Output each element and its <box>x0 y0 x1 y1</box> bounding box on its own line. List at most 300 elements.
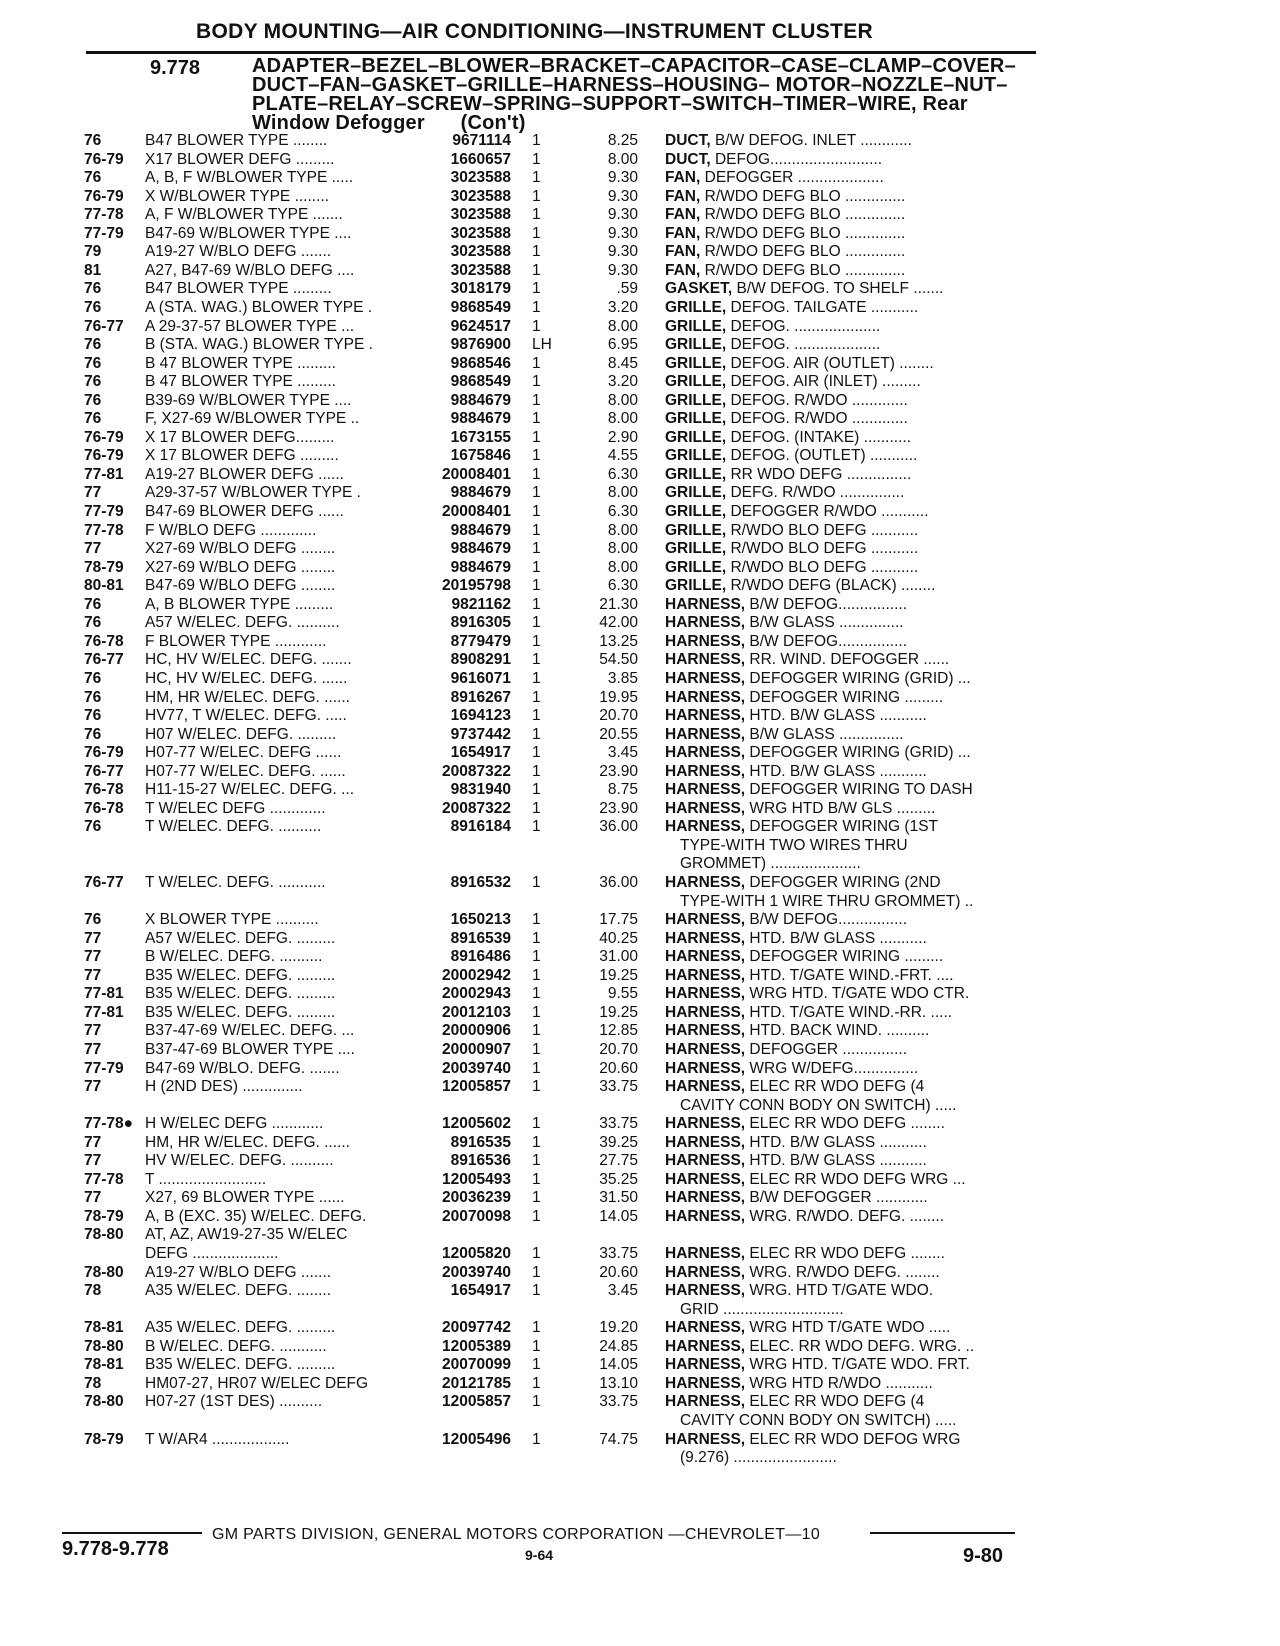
table-row <box>0 225 1280 245</box>
row-description <box>665 503 1037 521</box>
row-price: 12.85 <box>599 1022 638 1040</box>
row-part-name: FAN, <box>665 206 701 224</box>
row-year: 77-78 <box>84 206 124 224</box>
row-year: 77-81 <box>84 465 124 483</box>
row-description-text: ELEC RR WDO DEFG (4 <box>745 1393 925 1411</box>
row-description <box>665 262 1037 280</box>
row-price: 13.25 <box>599 632 638 650</box>
row-part-name: GRILLE, <box>665 503 727 520</box>
row-year: 77 <box>84 929 102 947</box>
row-part-name: HARNESS, <box>665 725 746 743</box>
row-description <box>665 280 1037 298</box>
row-description <box>665 169 1037 187</box>
row-description-text: DEFOG. .................... <box>726 317 881 335</box>
row-description <box>665 1134 1037 1152</box>
row-price: 8.00 <box>607 521 638 539</box>
row-model: B 47 BLOWER TYPE ......... <box>145 373 336 391</box>
row-model: T ......................... <box>145 1170 267 1188</box>
row-price: 3.45 <box>607 744 638 762</box>
table-row <box>0 540 1280 560</box>
row-price: 20.70 <box>599 1040 638 1058</box>
table-row <box>0 1041 1280 1061</box>
row-quantity: 1 <box>532 354 541 372</box>
row-part-number: 20008401 <box>442 465 511 483</box>
row-year: 78-79 <box>84 1430 124 1448</box>
row-part-number: 3023588 <box>450 243 511 261</box>
table-row <box>0 614 1280 634</box>
row-description <box>665 633 1037 651</box>
row-quantity: 1 <box>532 669 541 687</box>
row-model: A35 W/ELEC. DEFG. ........ <box>145 1282 332 1300</box>
row-description-text: B/W DEFOG. TO SHELF ....... <box>732 280 944 298</box>
table-row <box>0 930 1280 950</box>
row-description <box>665 1282 1037 1300</box>
row-year: 76 <box>84 688 102 706</box>
row-model: HV77, T W/ELEC. DEFG. ..... <box>145 707 347 725</box>
row-description-text: WRG W/DEFG............... <box>745 1059 919 1077</box>
row-description-text: DEFOGGER WIRING (GRID) ... <box>745 669 971 687</box>
row-description <box>665 429 1037 447</box>
row-price: 6.30 <box>607 577 638 595</box>
row-model: H W/ELEC DEFG ............ <box>145 1115 324 1133</box>
row-model: T W/ELEC DEFG ............. <box>145 799 326 817</box>
table-row <box>0 484 1280 504</box>
table-row <box>0 447 1280 467</box>
table-row <box>0 837 1280 857</box>
row-description <box>665 985 1037 1003</box>
row-model: A57 W/ELEC. DEFG. .......... <box>145 614 340 632</box>
row-model: H07 W/ELEC. DEFG. ......... <box>145 725 337 743</box>
table-row <box>0 800 1280 820</box>
row-quantity: 1 <box>532 558 541 576</box>
row-quantity: 1 <box>532 132 541 149</box>
row-description <box>665 1208 1037 1226</box>
row-part-name: HARNESS, <box>665 966 746 984</box>
row-part-number: 3023588 <box>450 206 511 224</box>
table-row <box>0 318 1280 338</box>
row-description-text: DEFOG.......................... <box>710 150 883 168</box>
row-model: T W/AR4 .................. <box>145 1430 290 1448</box>
row-description <box>665 1393 1037 1411</box>
row-description <box>665 132 1037 150</box>
footer-range: 9.778-9.778 <box>62 1538 169 1560</box>
table-row <box>0 763 1280 783</box>
row-description <box>665 911 1037 929</box>
row-part-name: HARNESS, <box>665 762 746 780</box>
row-quantity: 1 <box>532 1152 541 1170</box>
row-part-name: HARNESS, <box>665 1393 746 1411</box>
footer-date-code: 9-80 <box>963 1545 1004 1567</box>
row-year: 77-78● <box>84 1115 134 1133</box>
row-description <box>665 651 1037 669</box>
row-description <box>665 1338 1037 1356</box>
table-row <box>0 1208 1280 1228</box>
row-description <box>665 206 1037 224</box>
row-year: 77-79 <box>84 1059 124 1077</box>
row-quantity: 1 <box>532 1263 541 1281</box>
table-row <box>0 670 1280 690</box>
row-model: B39-69 W/BLOWER TYPE .... <box>145 391 352 409</box>
row-part-name: GRILLE, <box>665 540 727 558</box>
row-part-name: GRILLE, <box>665 391 727 409</box>
row-description <box>665 874 1037 892</box>
row-part-number: 3018179 <box>450 280 511 298</box>
row-description <box>665 948 1037 966</box>
table-row <box>0 781 1280 801</box>
row-quantity: 1 <box>532 391 541 409</box>
row-quantity: 1 <box>532 762 541 780</box>
row-model: X 17 BLOWER DEFG......... <box>145 428 335 446</box>
row-quantity: 1 <box>532 410 541 428</box>
row-description-continued: CAVITY CONN BODY ON SWITCH) ..... <box>680 1096 957 1114</box>
row-price: 31.50 <box>599 1189 638 1207</box>
table-row <box>0 1301 1280 1321</box>
row-quantity: 1 <box>532 150 541 168</box>
table-row <box>0 132 1280 152</box>
row-description <box>665 243 1037 261</box>
row-year: 76 <box>84 595 102 613</box>
row-quantity: 1 <box>532 799 541 817</box>
row-quantity: 1 <box>532 261 541 279</box>
row-description-text: WRG HTD. T/GATE WDO. FRT. <box>745 1356 970 1374</box>
row-year: 76-79 <box>84 744 124 762</box>
row-part-number: 9884679 <box>450 410 511 428</box>
row-description <box>665 818 1037 836</box>
row-part-name: GRILLE, <box>665 521 727 539</box>
row-price: 39.25 <box>599 1133 638 1151</box>
row-part-name: HARNESS, <box>665 929 746 947</box>
row-description-text: DEFOG. .................... <box>726 336 881 354</box>
row-part-number: 20036239 <box>442 1189 511 1207</box>
row-description-text: B/W DEFOG................ <box>745 911 908 929</box>
row-model: T W/ELEC. DEFG. ........... <box>145 874 326 891</box>
row-description-text: R/WDO DEFG BLO .............. <box>700 224 906 242</box>
row-price: 8.45 <box>607 354 638 372</box>
row-description-text: B/W DEFOGGER ............ <box>745 1189 928 1207</box>
row-description-continued: (9.276) ........................ <box>680 1449 837 1467</box>
row-part-name: HARNESS, <box>665 669 746 687</box>
row-description <box>665 318 1037 336</box>
row-quantity: 1 <box>532 1170 541 1188</box>
row-part-name: FAN, <box>665 243 701 261</box>
row-part-name: GRILLE, <box>665 484 727 502</box>
row-year: 76 <box>84 818 102 836</box>
row-description-text: DEFOG. R/WDO ............. <box>726 410 908 428</box>
row-quantity: 1 <box>532 317 541 335</box>
row-part-number: 20097742 <box>442 1319 511 1337</box>
table-row <box>0 1282 1280 1302</box>
row-description-continued: TYPE-WITH 1 WIRE THRU GROMMET) .. <box>680 892 974 910</box>
row-quantity: 1 <box>532 911 541 929</box>
row-price: 9.30 <box>607 243 638 261</box>
row-part-name: DUCT, <box>665 150 711 168</box>
row-description-text: B/W DEFOG................ <box>745 632 908 650</box>
row-price: 23.90 <box>599 762 638 780</box>
row-price: 9.30 <box>607 169 638 187</box>
row-price: 20.60 <box>599 1059 638 1077</box>
row-description-text: DEFOGGER WIRING ......... <box>745 948 944 966</box>
row-year: 77 <box>84 1133 102 1151</box>
row-description-text: DEFOGGER ............... <box>745 1040 908 1058</box>
row-model: A29-37-57 W/BLOWER TYPE . <box>145 484 361 502</box>
row-description-text: DEFOG. AIR (OUTLET) ........ <box>726 354 934 372</box>
row-year: 81 <box>84 261 102 279</box>
row-quantity: 1 <box>532 614 541 632</box>
row-model: B (STA. WAG.) BLOWER TYPE . <box>145 336 373 354</box>
row-description-text: WRG. HTD T/GATE WDO. <box>745 1282 934 1300</box>
table-row <box>0 188 1280 208</box>
row-model: HM07-27, HR07 W/ELEC DEFG <box>145 1374 369 1392</box>
table-row <box>0 1134 1280 1154</box>
row-quantity: 1 <box>532 187 541 205</box>
row-part-number: 20195798 <box>442 577 511 595</box>
row-part-name: HARNESS, <box>665 948 746 966</box>
row-price: 36.00 <box>599 818 638 836</box>
row-part-name: HARNESS, <box>665 781 746 799</box>
row-model: A 29-37-57 BLOWER TYPE ... <box>145 317 355 335</box>
row-price: 8.25 <box>607 132 638 149</box>
row-year: 78 <box>84 1282 102 1300</box>
row-part-number: 20008401 <box>442 503 511 520</box>
section-title-text: ADAPTER–BEZEL–BLOWER–BRACKET–CAPACITOR–CASE–CLAMP–COVER–DUCT–FAN–GASKET–GRILLE–HARNESS–HOUSING– MOTOR–NOZZLE–NUT–PLATE–RELAY–SCREW–SPRING–SUPPORT–SWITCH–TIMER–WIRE, Rear Window Defogger <box>252 55 1016 134</box>
row-description-text: HTD. T/GATE WIND.-FRT. .... <box>745 966 954 984</box>
footer-rule-left <box>62 1532 202 1534</box>
row-description-text: HTD. B/W GLASS ........... <box>745 762 927 780</box>
table-row <box>0 1115 1280 1135</box>
row-price: 54.50 <box>599 651 638 669</box>
row-part-number: 8916305 <box>450 614 511 632</box>
row-description-text: R/WDO DEFG BLO .............. <box>700 187 906 205</box>
row-part-number: 9884679 <box>450 484 511 502</box>
row-description-text: DEFOGGER WIRING ......... <box>745 688 944 706</box>
row-quantity: 1 <box>532 1245 541 1262</box>
row-description <box>665 1115 1037 1133</box>
row-model: B47-69 W/BLOWER TYPE .... <box>145 224 352 242</box>
row-part-number: 12005857 <box>442 1393 511 1411</box>
table-row <box>0 1449 1280 1469</box>
table-row <box>0 1375 1280 1395</box>
row-quantity: 1 <box>532 1374 541 1392</box>
row-part-name: FAN, <box>665 261 701 279</box>
row-model: H11-15-27 W/ELEC. DEFG. ... <box>145 781 355 799</box>
row-description-text: DEFOGGER R/WDO ........... <box>726 503 929 520</box>
row-part-name: HARNESS, <box>665 1115 746 1133</box>
row-description-text: DEFOGGER WIRING TO DASH <box>745 781 973 799</box>
table-row <box>0 1060 1280 1080</box>
row-part-name: HARNESS, <box>665 1059 746 1077</box>
row-quantity: 1 <box>532 651 541 669</box>
row-year: 76 <box>84 410 102 428</box>
row-part-number: 9616071 <box>450 669 511 687</box>
row-part-number: 20002942 <box>442 966 511 984</box>
row-model: H07-27 (1ST DES) .......... <box>145 1393 323 1411</box>
row-description-text: R/WDO DEFG BLO .............. <box>700 261 906 279</box>
row-year: 77 <box>84 1022 102 1040</box>
row-year: 76-77 <box>84 651 124 669</box>
row-part-number: 3023588 <box>450 224 511 242</box>
row-part-name: HARNESS, <box>665 595 746 613</box>
row-part-number: 20002943 <box>442 985 511 1003</box>
row-part-number: 20000907 <box>442 1040 511 1058</box>
row-part-name: GRILLE, <box>665 577 727 595</box>
row-quantity: 1 <box>532 744 541 762</box>
row-year: 76 <box>84 391 102 409</box>
row-price: 2.90 <box>607 428 638 446</box>
row-description <box>665 151 1037 169</box>
row-description-text: WRG. R/WDO. DEFG. ........ <box>745 1207 945 1225</box>
row-quantity: 1 <box>532 1078 541 1096</box>
row-description-continued: GRID ............................ <box>680 1300 844 1318</box>
table-row <box>0 1264 1280 1284</box>
row-quantity: 1 <box>532 632 541 650</box>
row-price: .59 <box>616 280 638 298</box>
row-quantity: 1 <box>532 1022 541 1040</box>
row-year: 80-81 <box>84 577 124 595</box>
row-model: A, B, F W/BLOWER TYPE ..... <box>145 169 354 187</box>
row-part-number: 9821162 <box>451 595 511 613</box>
row-description <box>665 670 1037 688</box>
row-part-number: 12005602 <box>442 1115 511 1133</box>
row-part-number: 9884679 <box>450 540 511 558</box>
table-row <box>0 874 1280 894</box>
page-header: BODY MOUNTING—AIR CONDITIONING—INSTRUMENT CLUSTER <box>196 20 873 43</box>
table-row <box>0 1078 1280 1098</box>
row-part-number: 9868546 <box>450 354 511 372</box>
row-description <box>665 1245 1037 1263</box>
row-part-name: GRILLE, <box>665 447 727 465</box>
row-year: 76-79 <box>84 150 124 168</box>
row-model: B37-47-69 W/ELEC. DEFG. ... <box>145 1022 355 1040</box>
row-description-text: WRG HTD B/W GLS ......... <box>745 799 936 817</box>
table-row <box>0 726 1280 746</box>
row-part-name: HARNESS, <box>665 1003 746 1021</box>
row-description <box>665 466 1037 484</box>
row-year: 76 <box>84 132 102 149</box>
row-part-name: HARNESS, <box>665 985 746 1003</box>
row-description <box>665 355 1037 373</box>
row-description-text: WRG HTD. T/GATE WDO CTR. <box>745 985 970 1003</box>
row-part-name: HARNESS, <box>665 1152 746 1170</box>
row-model: HC, HV W/ELEC. DEFG. ...... <box>145 669 348 687</box>
row-description <box>665 1319 1037 1337</box>
table-row <box>0 429 1280 449</box>
row-description <box>665 559 1037 577</box>
table-row <box>0 744 1280 764</box>
table-row <box>0 1338 1280 1358</box>
row-description <box>665 299 1037 317</box>
row-model: A35 W/ELEC. DEFG. ......... <box>145 1319 336 1337</box>
row-description-text: HTD. B/W GLASS ........... <box>745 1152 927 1170</box>
table-row <box>0 818 1280 838</box>
table-row <box>0 967 1280 987</box>
row-model: A27, B47-69 W/BLO DEFG .... <box>145 261 355 279</box>
table-row <box>0 262 1280 282</box>
table-row <box>0 1022 1280 1042</box>
row-price: 19.25 <box>599 1003 638 1021</box>
table-row <box>0 948 1280 968</box>
row-price: 9.30 <box>607 206 638 224</box>
footer-publisher: GM PARTS DIVISION, GENERAL MOTORS CORPORATION —CHEVROLET—10 <box>212 1526 821 1543</box>
row-description-text: ELEC. RR WDO DEFG. WRG. .. <box>745 1337 975 1355</box>
row-part-number: 1654917 <box>450 1282 511 1300</box>
row-quantity: 1 <box>532 503 541 520</box>
row-price: 8.00 <box>607 410 638 428</box>
row-model: A, B (EXC. 35) W/ELEC. DEFG. <box>145 1207 367 1225</box>
row-part-name: GRILLE, <box>665 558 727 576</box>
row-model: B W/ELEC. DEFG. .......... <box>145 948 323 966</box>
row-year: 76-78 <box>84 781 124 799</box>
row-model: X27, 69 BLOWER TYPE ...... <box>145 1189 345 1207</box>
row-description-text: DEFOGGER .................... <box>700 169 884 187</box>
row-part-number: 8916267 <box>450 688 511 706</box>
row-model: F, X27-69 W/BLOWER TYPE .. <box>145 410 360 428</box>
row-part-number: 1654917 <box>450 744 511 762</box>
row-part-name: HARNESS, <box>665 1133 746 1151</box>
table-row <box>0 985 1280 1005</box>
row-part-name: HARNESS, <box>665 651 746 669</box>
row-part-name: FAN, <box>665 187 701 205</box>
footer-page-number: 9-64 <box>525 1547 554 1563</box>
row-model: A57 W/ELEC. DEFG. ......... <box>145 929 336 947</box>
table-row <box>0 355 1280 375</box>
row-year: 78-80 <box>84 1263 124 1281</box>
row-quantity: 1 <box>532 206 541 224</box>
row-quantity: 1 <box>532 243 541 261</box>
table-row <box>0 392 1280 412</box>
row-part-number: 12005496 <box>442 1430 511 1448</box>
row-year: 77 <box>84 484 102 502</box>
row-description <box>665 614 1037 632</box>
table-row <box>0 633 1280 653</box>
row-price: 8.00 <box>607 391 638 409</box>
row-part-name: HARNESS, <box>665 911 746 929</box>
row-description-text: RR. WIND. DEFOGGER ...... <box>745 651 950 669</box>
row-model: B47-69 BLOWER DEFG ...... <box>145 503 344 520</box>
row-description <box>665 577 1037 595</box>
row-description <box>665 1041 1037 1059</box>
row-part-name: HARNESS, <box>665 1319 746 1337</box>
row-part-number: 9737442 <box>450 725 511 743</box>
row-part-name: HARNESS, <box>665 1430 746 1448</box>
row-quantity: 1 <box>532 1430 541 1448</box>
row-description-text: DEFG. R/WDO ............... <box>726 484 905 502</box>
row-model: X W/BLOWER TYPE ........ <box>145 187 330 205</box>
row-price: 9.30 <box>607 261 638 279</box>
table-row <box>0 689 1280 709</box>
row-price: 6.30 <box>607 465 638 483</box>
row-description <box>665 707 1037 725</box>
row-part-number: 1660657 <box>450 150 511 168</box>
row-quantity: 1 <box>532 1207 541 1225</box>
row-model: A, B BLOWER TYPE ......... <box>145 595 334 613</box>
row-description <box>665 596 1037 614</box>
row-price: 3.20 <box>607 373 638 391</box>
row-price: 3.85 <box>607 669 638 687</box>
row-description <box>665 781 1037 799</box>
row-price: 21.30 <box>599 595 638 613</box>
row-price: 20.70 <box>599 707 638 725</box>
table-row <box>0 1431 1280 1451</box>
row-model: X 17 BLOWER DEFG ......... <box>145 447 339 465</box>
row-part-number: 9884679 <box>450 391 511 409</box>
table-row <box>0 559 1280 579</box>
row-year: 77-78 <box>84 521 124 539</box>
row-quantity: 1 <box>532 1319 541 1337</box>
row-quantity: 1 <box>532 484 541 502</box>
row-year: 78-79 <box>84 558 124 576</box>
row-part-name: HARNESS, <box>665 1356 746 1374</box>
row-quantity: 1 <box>532 224 541 242</box>
